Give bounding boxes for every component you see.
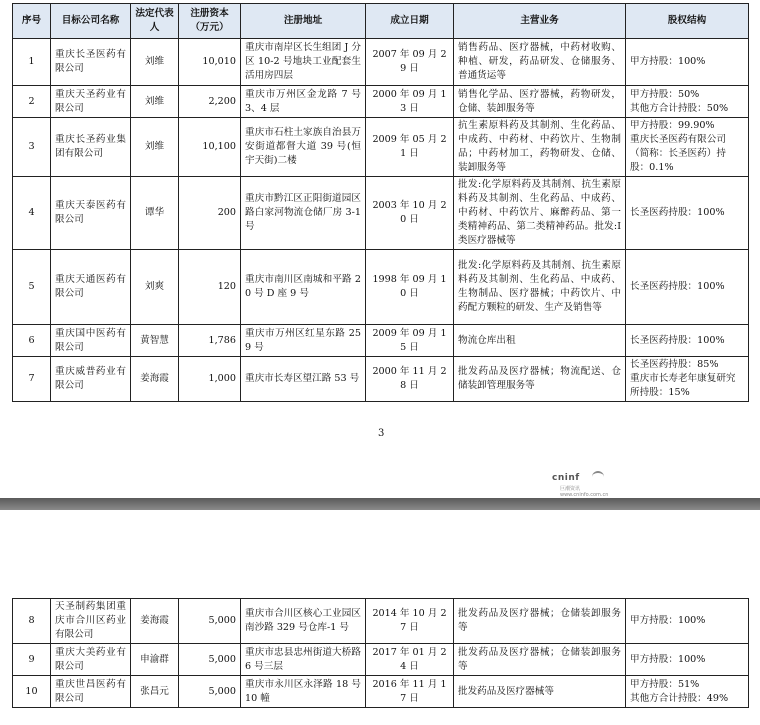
- equity-structure-cell: 甲方持股：50% 其他方合计持股：50%: [626, 86, 749, 118]
- table-row: [13, 599, 749, 644]
- header-no: 序号: [13, 4, 51, 39]
- header-capital: 注册资本（万元）: [179, 4, 241, 39]
- header-date: 成立日期: [366, 4, 454, 39]
- equity-structure-cell: 长圣医药持股：85% 重庆市长寿老年康复研究所持股：15%: [626, 357, 749, 402]
- registered-address-cell: 重庆市石柱土家族自治县万安街道都督大道 39 号(恒宇天街)二楼: [241, 118, 366, 177]
- legal-rep-cell: 申渝群: [131, 644, 179, 676]
- established-date-cell: 2009 年 09 月 15 日: [366, 325, 454, 357]
- header-equity: 股权结构: [626, 4, 749, 39]
- equity-structure-cell: 长圣医药持股：100%: [626, 325, 749, 357]
- row-number-cell: 10: [13, 676, 51, 708]
- row-number-cell: 3: [13, 118, 51, 177]
- row-number-cell: 4: [13, 177, 51, 250]
- header-address: 注册地址: [241, 4, 366, 39]
- table-row: [13, 118, 749, 177]
- row-number-cell: 1: [13, 39, 51, 86]
- legal-rep-cell: 刘维: [131, 86, 179, 118]
- equity-structure-cell: 甲方持股：100%: [626, 644, 749, 676]
- table-row: [13, 39, 749, 86]
- page-separator: [0, 498, 760, 510]
- legal-rep-cell: 刘爽: [131, 250, 179, 325]
- legal-rep-cell: 张昌元: [131, 676, 179, 708]
- table-header-row: [13, 4, 749, 39]
- established-date-cell: 2007 年 09 月 29 日: [366, 39, 454, 86]
- registered-capital-cell: 5,000: [179, 676, 241, 708]
- header-rep: 法定代表人: [131, 4, 179, 39]
- equity-structure-cell: 甲方持股：99.90% 重庆长圣医药有限公司（简称：长圣医药）持股：0.1%: [626, 118, 749, 177]
- equity-structure-cell: 甲方持股：51% 其他方合计持股：49%: [626, 676, 749, 708]
- established-date-cell: 2000 年 11 月 28 日: [366, 357, 454, 402]
- main-business-cell: 销售药品、医疗器械，中药材收购、种植、研发，药品研发、仓储服务、普通货运等: [454, 39, 626, 86]
- row-number-cell: 6: [13, 325, 51, 357]
- row-number-cell: 7: [13, 357, 51, 402]
- subsidiary-table-page2: [12, 598, 749, 708]
- main-business-cell: 批发药品及医疗器械；物流配送、仓储装卸管理服务等: [454, 357, 626, 402]
- registered-capital-cell: 1,000: [179, 357, 241, 402]
- main-business-cell: 批发药品及医疗器械；仓储装卸服务等: [454, 644, 626, 676]
- subsidiary-table-page1: [12, 3, 749, 402]
- page-number: 3: [378, 428, 385, 439]
- registered-capital-cell: 5,000: [179, 644, 241, 676]
- company-name-cell: 重庆长圣药业集团有限公司: [51, 118, 131, 177]
- company-name-cell: 重庆长圣医药有限公司: [51, 39, 131, 86]
- established-date-cell: 2009 年 05 月 21 日: [366, 118, 454, 177]
- registered-capital-cell: 2,200: [179, 86, 241, 118]
- established-date-cell: 2016 年 11 月 17 日: [366, 676, 454, 708]
- registered-address-cell: 重庆市合川区核心工业园区南沙路 329 号仓库-1 号: [241, 599, 366, 644]
- table-row: [13, 250, 749, 325]
- company-name-cell: 重庆世昌医药有限公司: [51, 676, 131, 708]
- main-business-cell: 物流仓库出租: [454, 325, 626, 357]
- established-date-cell: 2000 年 09 月 13 日: [366, 86, 454, 118]
- main-business-cell: 销售化学品、医疗器械，药物研发，仓储、装卸服务等: [454, 86, 626, 118]
- header-business: 主营业务: [454, 4, 626, 39]
- established-date-cell: 1998 年 09 月 10 日: [366, 250, 454, 325]
- registered-capital-cell: 120: [179, 250, 241, 325]
- equity-structure-cell: 甲方持股：100%: [626, 39, 749, 86]
- established-date-cell: 2003 年 10 月 20 日: [366, 177, 454, 250]
- row-number-cell: 9: [13, 644, 51, 676]
- registered-capital-cell: 200: [179, 177, 241, 250]
- legal-rep-cell: 姜海霞: [131, 357, 179, 402]
- table-row: [13, 357, 749, 402]
- equity-structure-cell: 长圣医药持股：100%: [626, 177, 749, 250]
- registered-address-cell: 重庆市忠县忠州街道大桥路 6 号三层: [241, 644, 366, 676]
- equity-structure-cell: 甲方持股：100%: [626, 599, 749, 644]
- registered-address-cell: 重庆市长寿区望江路 53 号: [241, 357, 366, 402]
- legal-rep-cell: 黄智慧: [131, 325, 179, 357]
- row-number-cell: 8: [13, 599, 51, 644]
- established-date-cell: 2014 年 10 月 27 日: [366, 599, 454, 644]
- table-row: [13, 644, 749, 676]
- main-business-cell: 批发药品及医疗器械；仓储装卸服务等: [454, 599, 626, 644]
- legal-rep-cell: 姜海霞: [131, 599, 179, 644]
- main-business-cell: 批发药品及医疗器械等: [454, 676, 626, 708]
- company-name-cell: 重庆大美药业有限公司: [51, 644, 131, 676]
- company-name-cell: 重庆天泰医药有限公司: [51, 177, 131, 250]
- registered-address-cell: 重庆市万州区红星东路 259 号: [241, 325, 366, 357]
- company-name-cell: 重庆国中医药有限公司: [51, 325, 131, 357]
- header-company: 目标公司名称: [51, 4, 131, 39]
- table-row: [13, 676, 749, 708]
- logo-subtext: 巨潮资讯 www.cninfo.com.cn: [560, 486, 609, 498]
- company-name-cell: 重庆天通医药有限公司: [51, 250, 131, 325]
- main-business-cell: 批发:化学原料药及其制剂、抗生素原料药及其制剂、生化药品、中成药、中药材、中药饮片、麻醉药品、第一类精神药品、第二类精神药品。批发:Ⅰ类医疗器械等: [454, 177, 626, 250]
- company-name-cell: 重庆威普药业有限公司: [51, 357, 131, 402]
- main-business-cell: 批发:化学原料药及其制剂、抗生素原料药及其制剂、生化药品、中成药、生物制品、医疗器械；中药饮片、中药配方颗粒的研发、生产及销售等: [454, 250, 626, 325]
- row-number-cell: 2: [13, 86, 51, 118]
- table-row: [13, 86, 749, 118]
- main-business-cell: 抗生素原料药及其制剂、生化药品、中成药、中药材、中药饮片、生物制品；中药材加工，药物研发、仓储、装卸服务等: [454, 118, 626, 177]
- registered-capital-cell: 1,786: [179, 325, 241, 357]
- registered-address-cell: 重庆市永川区永泽路 18 号 10 幢: [241, 676, 366, 708]
- registered-address-cell: 重庆市南岸区长生组团 J 分区 10-2 号地块工业配套生活用房四层: [241, 39, 366, 86]
- registered-capital-cell: 10,100: [179, 118, 241, 177]
- registered-capital-cell: 5,000: [179, 599, 241, 644]
- cninfo-logo: [552, 473, 612, 498]
- legal-rep-cell: 刘维: [131, 39, 179, 86]
- row-number-cell: 5: [13, 250, 51, 325]
- logo-swoosh-icon: [592, 471, 604, 483]
- equity-structure-cell: 长圣医药持股：100%: [626, 250, 749, 325]
- registered-address-cell: 重庆市南川区南城和平路 20 号 D 座 9 号: [241, 250, 366, 325]
- registered-capital-cell: 10,010: [179, 39, 241, 86]
- registered-address-cell: 重庆市万州区金龙路 7 号 3、4 层: [241, 86, 366, 118]
- company-name-cell: 重庆天圣药业有限公司: [51, 86, 131, 118]
- table-row: [13, 177, 749, 250]
- table-row: [13, 325, 749, 357]
- registered-address-cell: 重庆市黔江区正阳街道园区路白家河物流仓储厂房 3-1 号: [241, 177, 366, 250]
- logo-mark: cninf: [552, 473, 580, 483]
- legal-rep-cell: 谭华: [131, 177, 179, 250]
- established-date-cell: 2017 年 01 月 24 日: [366, 644, 454, 676]
- legal-rep-cell: 刘维: [131, 118, 179, 177]
- company-name-cell: 天圣制药集团重庆市合川区药业有限公司: [51, 599, 131, 644]
